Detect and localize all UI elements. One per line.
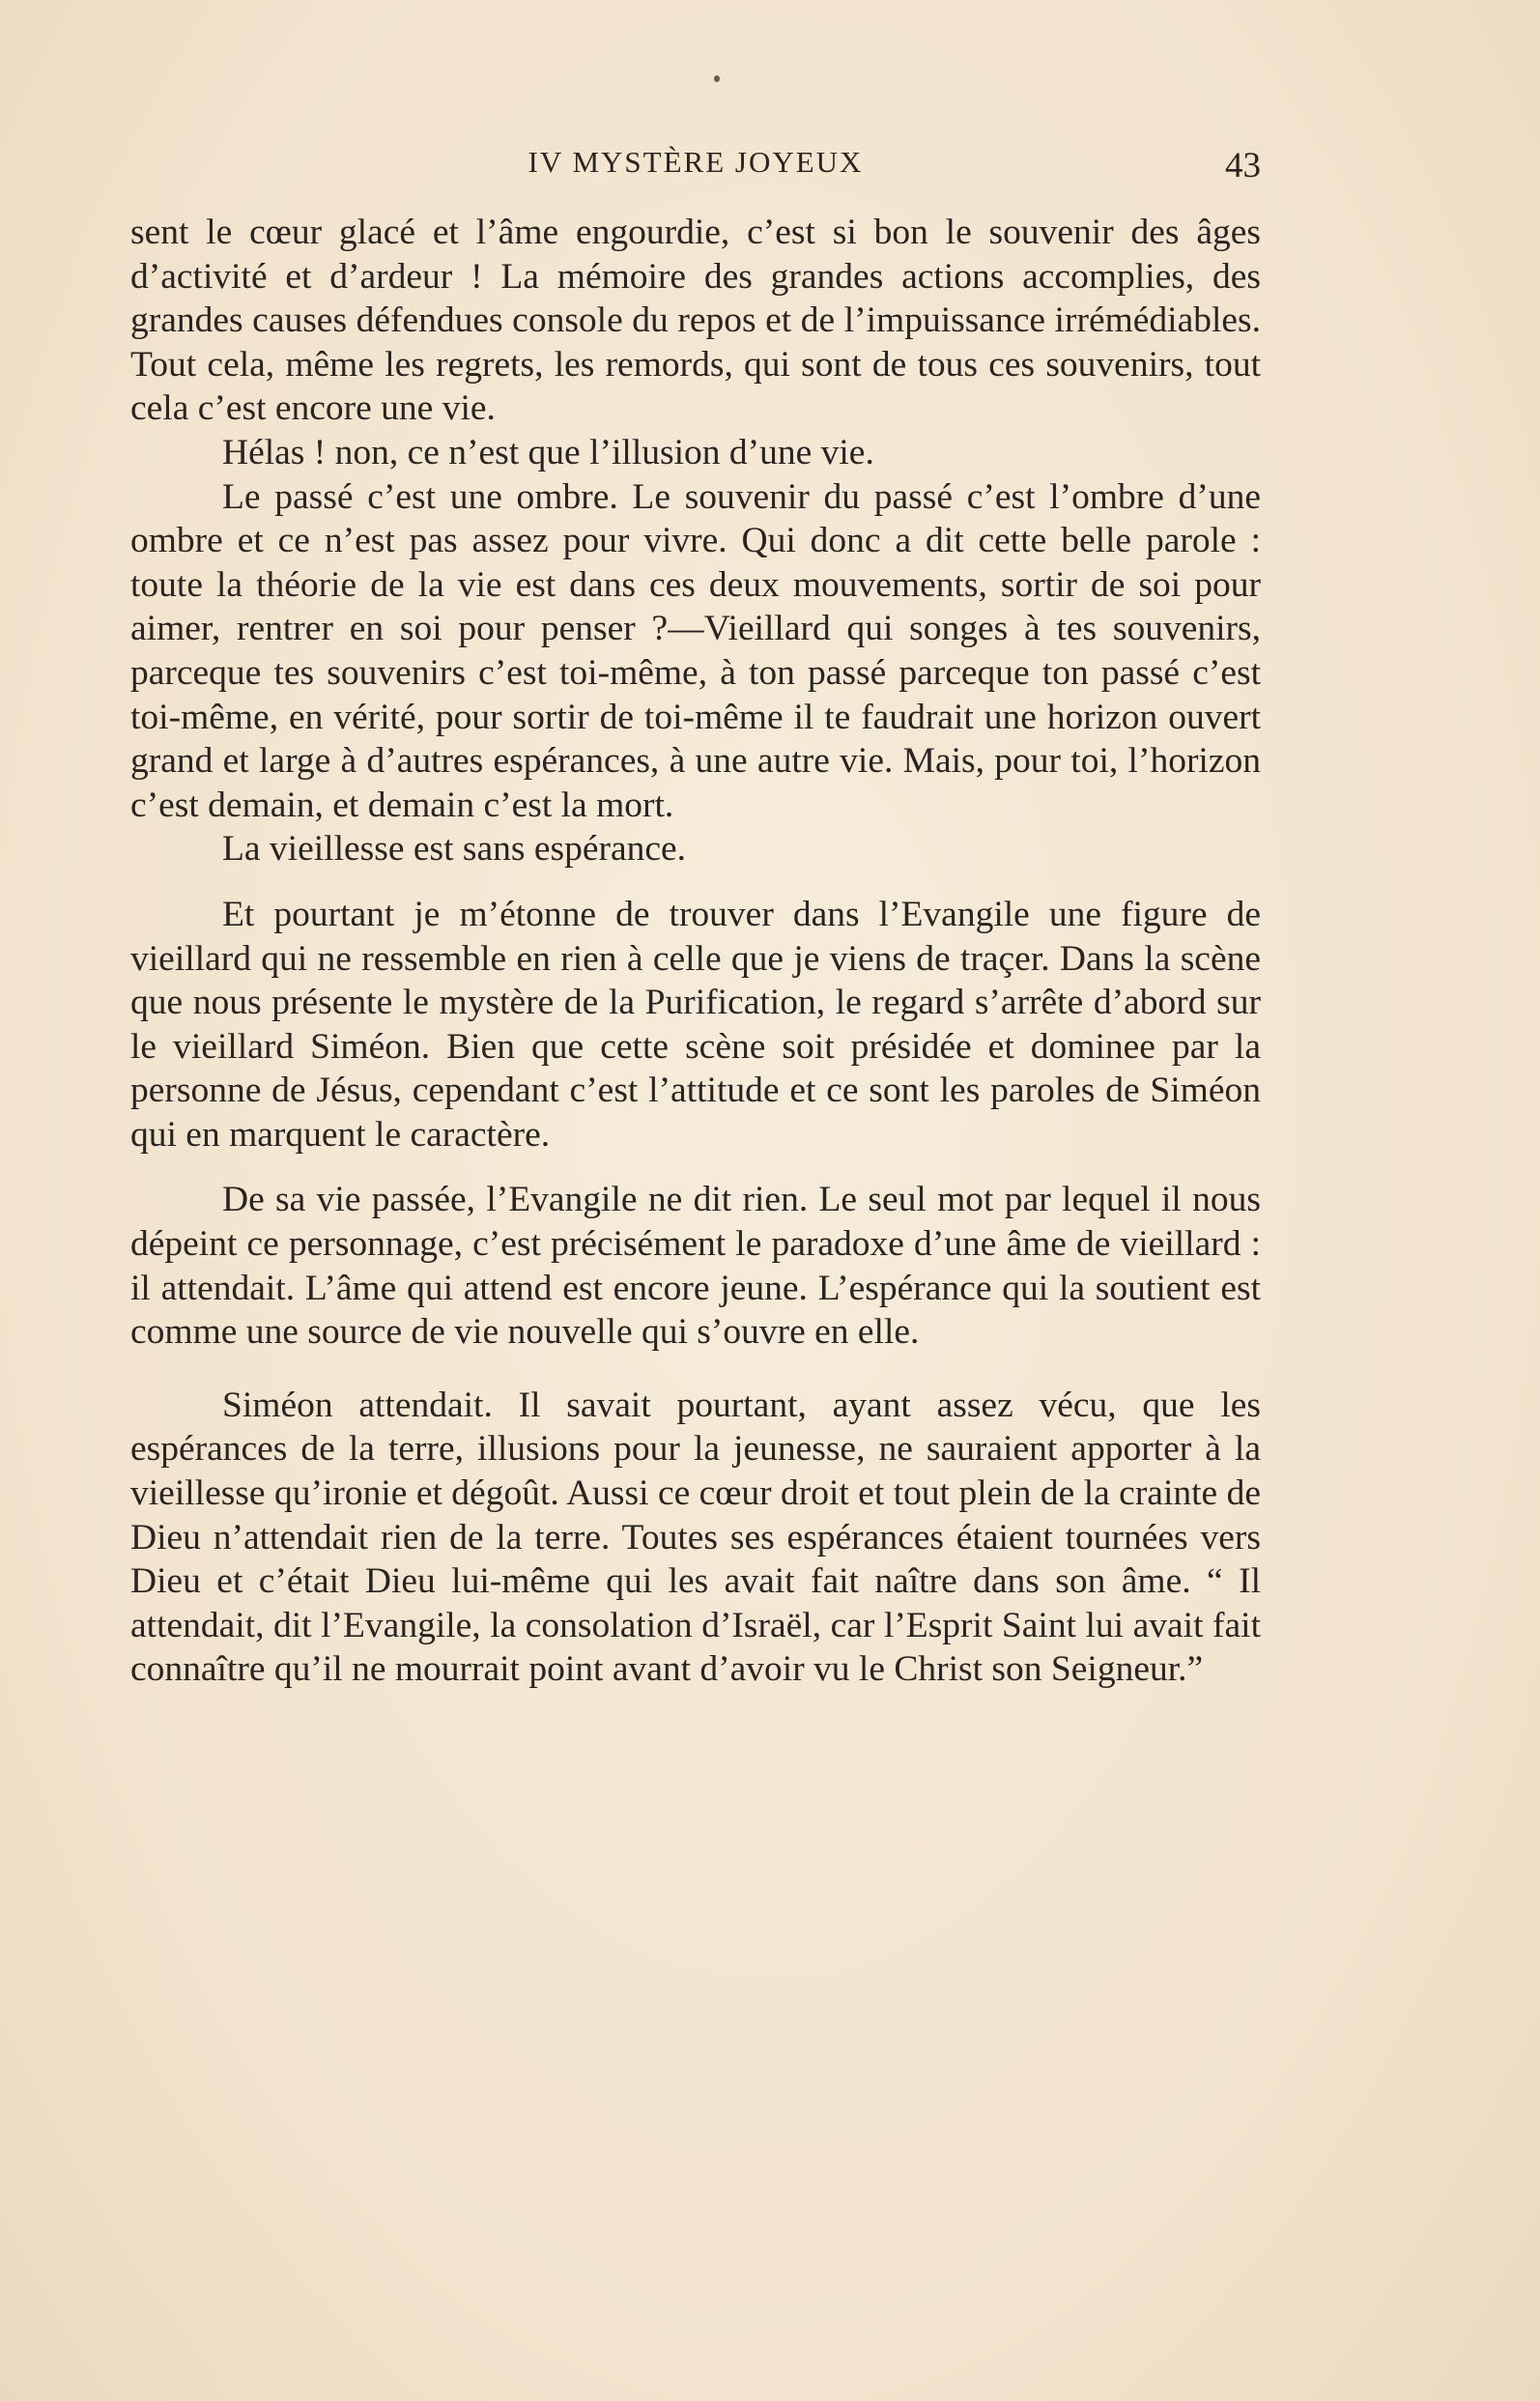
body-text <box>130 211 1261 1692</box>
paragraph-6: De sa vie passée, l’Evangile ne dit rien. Le seul mot par lequel il nous dépeint ce personnage, c’est précisément le paradoxe d’une âme de vieillard : il attendait. L’âme qui attend est encore jeune. L’espérance qui la soutient est comme une source de vie nouvelle qui s’ouvre en elle. <box>130 1180 1261 1353</box>
paragraph-7: Siméon attendait. Il savait pourtant, ayant assez vécu, que les espérances de la terre, illusions pour la jeunesse, ne sauraient apporter à la vieillesse qu’ironie et dégoût. Aussi ce cœur droit et tout plein de la crainte de Dieu n’attendait rien de la terre. Toutes ses espérances étaient tournées vers Dieu et c’était Dieu lui-même qui les avait fait naître dans son âme. “ Il attendait, dit l’Evangile, la consolation d’Israël, car l’Esprit Saint lui avait fait connaître qu’il ne mourrait point avant d’avoir vu le Christ son Seigneur.” <box>130 1385 1261 1690</box>
paragraph-4: La vieillesse est sans espérance. <box>222 829 687 870</box>
page-number: 43 <box>1225 146 1261 186</box>
paragraph-5: Et pourtant je m’étonne de trouver dans l’Evangile une figure de vieillard qui ne ressemble en rien à celle que je viens de traçer. Dans la scène que nous présente le mystère de la Purification, le regard s’arrête d’abord sur le vieillard Siméon. Bien que cette scène soit présidée et dominee par la personne de Jésus, cependant c’est l’attitude et ce sont les paroles de Siméon qui en marquent le caractère. <box>130 894 1261 1155</box>
ink-speck <box>714 75 720 82</box>
paragraph-2: Hélas ! non, ce n’est que l’illusion d’une vie. <box>222 432 874 472</box>
page-header <box>130 145 1261 193</box>
paragraph-1: sent le cœur glacé et l’âme engourdie, c’est si bon le souvenir des âges d’activité et d’ardeur ! La mémoire des grandes actions accomplies, des grandes causes défendues console du repos et de l’impuissance irrémédiables. Tout cela, même les regrets, les remords, qui sont de tous ces souvenirs, tout cela c’est encore une vie. <box>130 213 1261 429</box>
paragraph-3: Le passé c’est une ombre. Le souvenir du passé c’est l’ombre d’une ombre et ce n’est pas assez pour vivre. Qui donc a dit cette belle parole : toute la théorie de la vie est dans ces deux mouvements, sortir de soi pour aimer, rentrer en soi pour penser ?—Vieillard qui songes à tes souvenirs, parceque tes souvenirs c’est toi-même, à ton passé parceque ton passé c’est toi-même, en vérité, pour sortir de toi-même il te faudrait une horizon ouvert grand et large à d’autres espérances, à une autre vie. Mais, pour toi, l’horizon c’est demain, et demain c’est la mort. <box>130 476 1261 825</box>
running-head: IV MYSTÈRE JOYEUX <box>528 145 864 179</box>
